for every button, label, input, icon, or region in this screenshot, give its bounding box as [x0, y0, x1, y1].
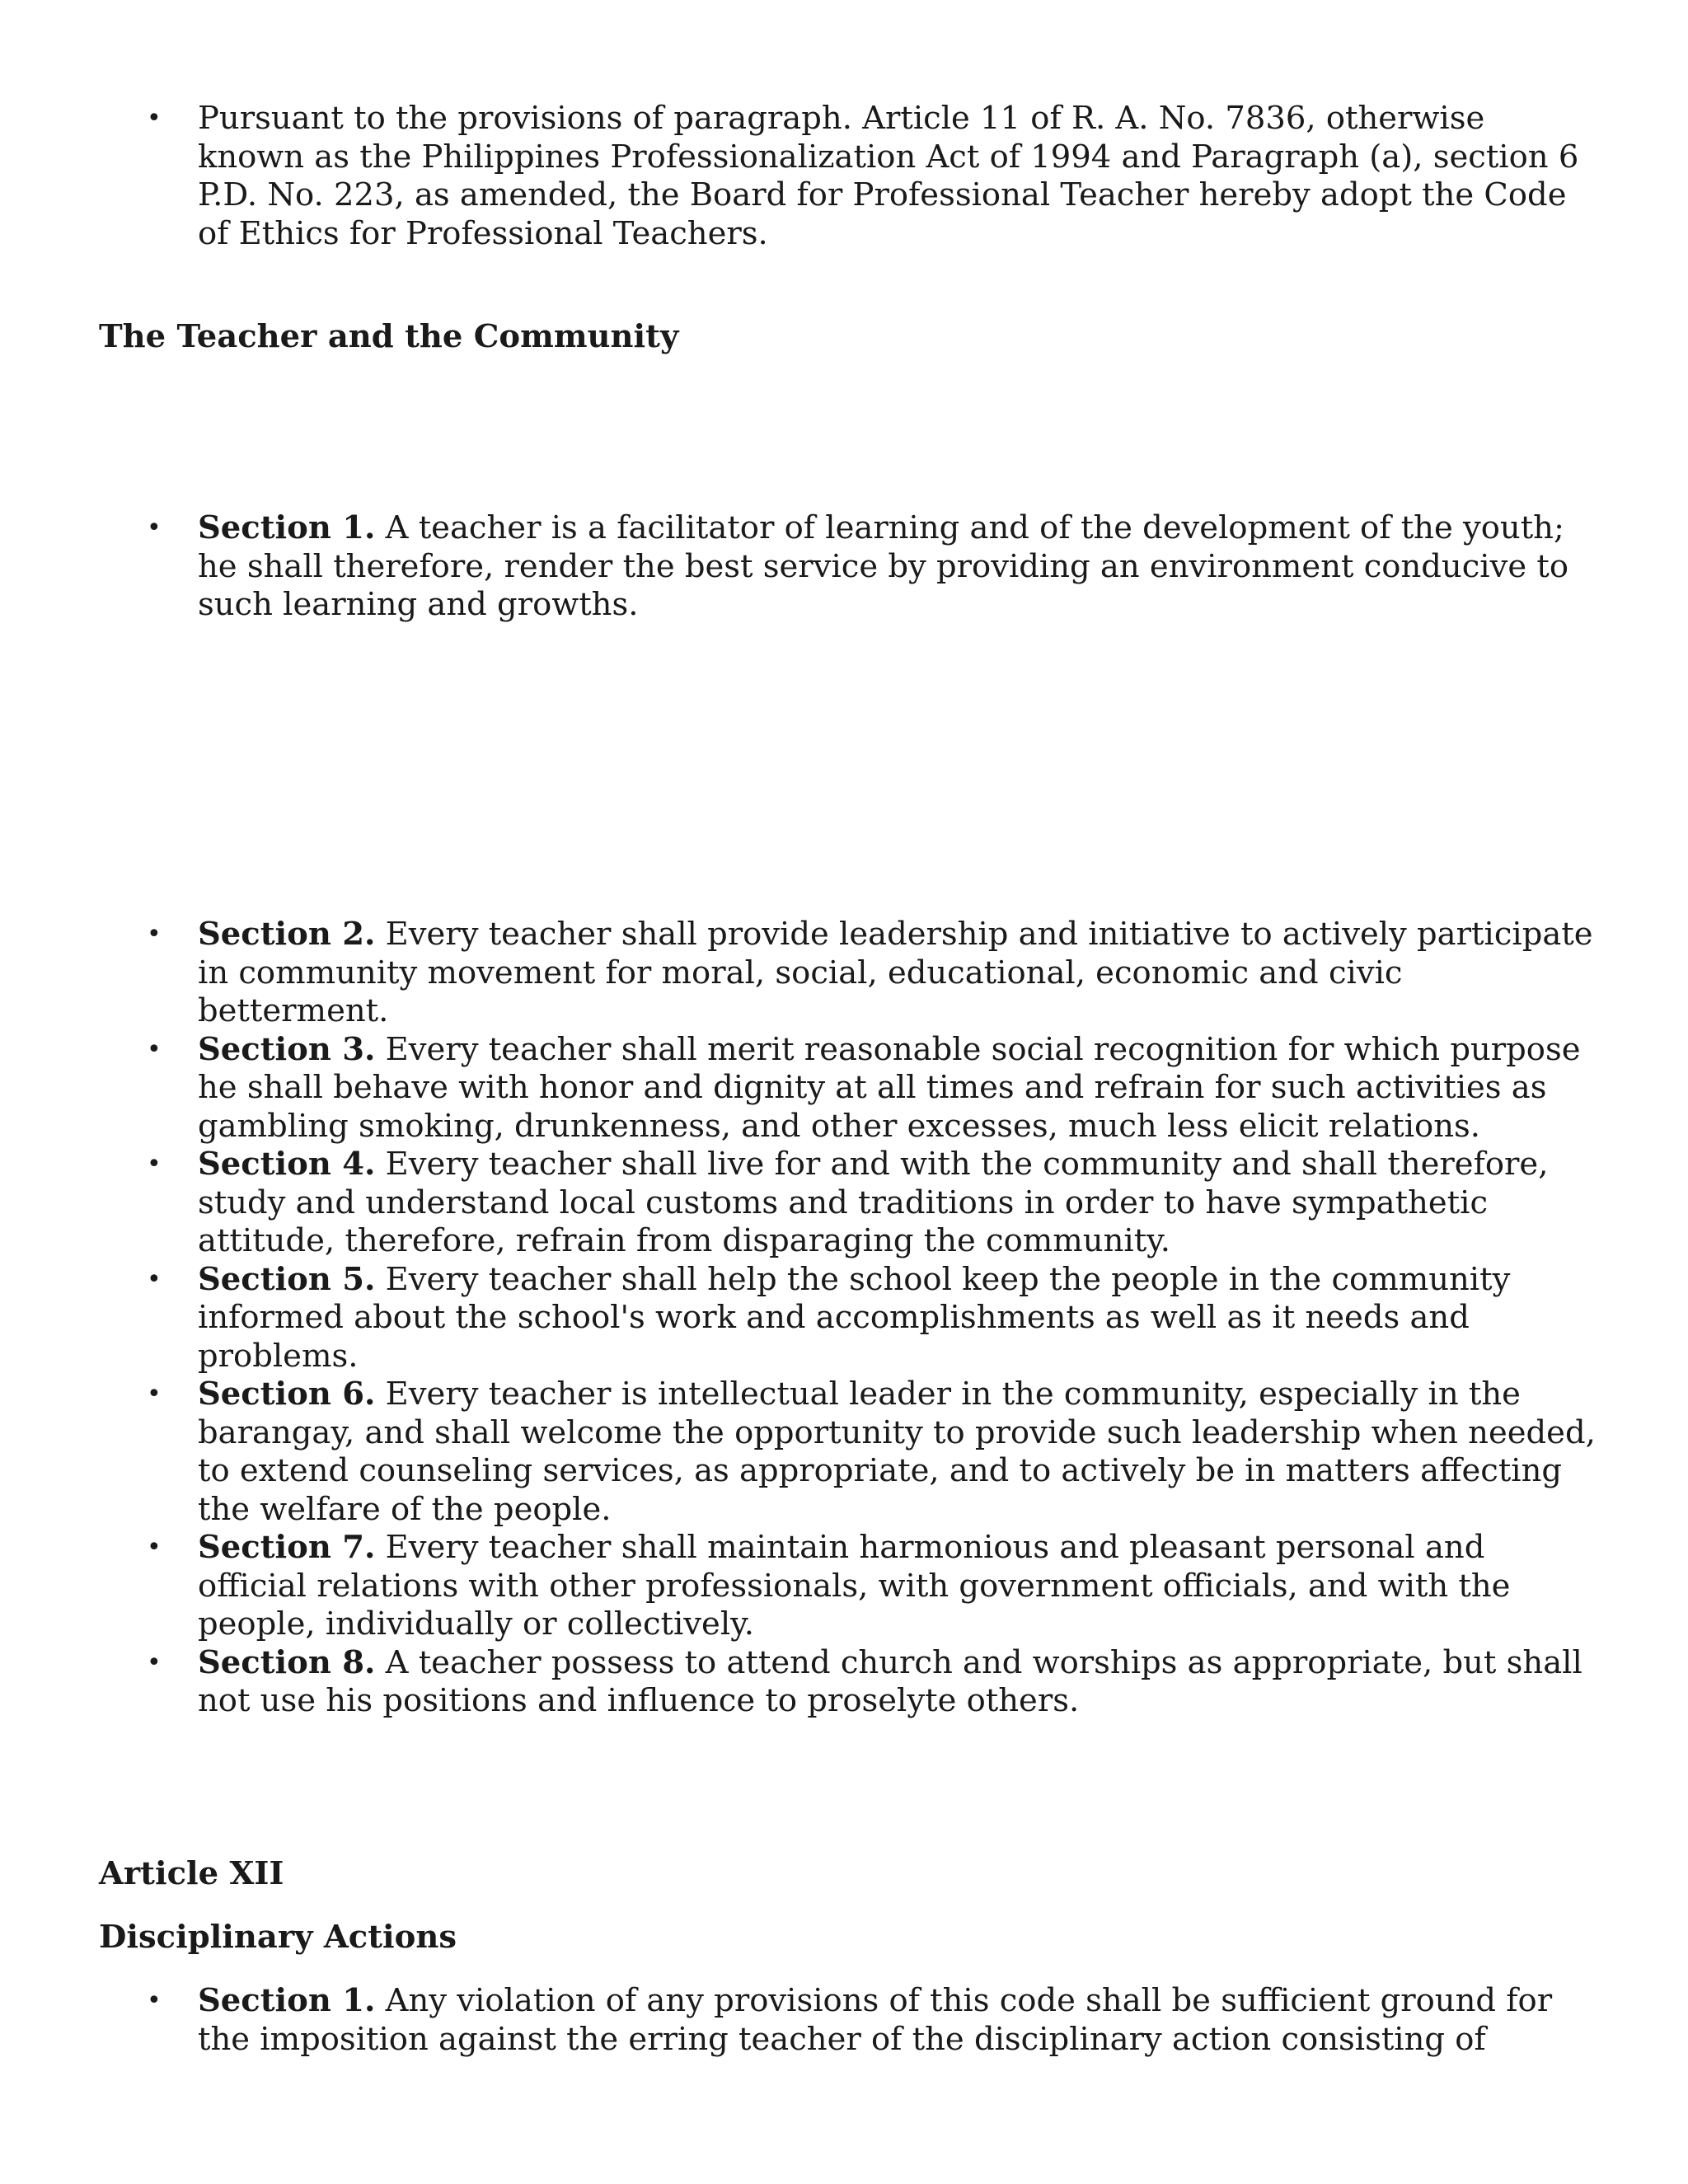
- section-text: Every teacher shall merit reasonable social recognition for which purpose he shall behave with honor and dignity at all times and refrain for such activities as gambling smoking, drunkenness, and other excesses, much less elicit relations.: [198, 1030, 1581, 1145]
- bullet-icon: •: [147, 104, 162, 133]
- bullet-icon: •: [147, 1533, 162, 1562]
- list-item: [147, 1031, 1597, 1146]
- section-1-list: [147, 509, 1597, 625]
- list-item: [147, 100, 1597, 253]
- bullet-icon: •: [147, 1647, 162, 1677]
- section-label: Section 4.: [198, 1146, 376, 1183]
- section-text: Any violation of any provisions of this code shall be sufficient ground for the imposition against the erring teacher of the disciplinary action consisting of: [198, 1982, 1553, 2058]
- list-item: [147, 1146, 1597, 1261]
- list-item: [147, 1644, 1597, 1721]
- bullet-icon: •: [147, 1380, 162, 1408]
- section-text: Every teacher shall help the school keep the people in the community informed about the school's work and accomplishments as well as it needs and problems.: [198, 1260, 1511, 1375]
- section-label: Section 7.: [198, 1529, 376, 1566]
- sections-list: [147, 916, 1597, 1721]
- list-item: [147, 916, 1597, 1031]
- disciplinary-heading: Disciplinary Actions: [99, 1919, 457, 1956]
- intro-text: Pursuant to the provisions of paragraph. Article 11 of R. A. No. 7836, otherwise known as the Philippines Professionalization Act of 1994 and Paragraph (a), section 6 P.D. No. 223, as amended, the Board for Professional Teacher hereby adopt the Code of Ethics for Professional Teachers.: [198, 100, 1579, 252]
- section-label: Section 5.: [198, 1260, 376, 1298]
- list-item: [147, 1982, 1597, 2059]
- section-label: Section 2.: [198, 916, 376, 953]
- section-label: Section 1.: [198, 509, 376, 546]
- disciplinary-list: [147, 1982, 1597, 2059]
- list-item: [147, 509, 1597, 625]
- bullet-icon: •: [147, 513, 162, 542]
- section-text: Every teacher shall live for and with the community and shall therefore, study and understand local customs and traditions in order to have sympathetic attitude, therefore, refrain from disparaging the community.: [198, 1146, 1549, 1259]
- section-text: Every teacher shall maintain harmonious and pleasant personal and official relations with other professionals, with government officials, and with the people, individually or collectively.: [198, 1529, 1511, 1643]
- section-text: A teacher possess to attend church and worships as appropriate, but shall not use his positions and influence to proselyte others.: [198, 1643, 1582, 1719]
- section-label: Section 6.: [198, 1376, 376, 1413]
- article-heading: Article XII: [99, 1855, 284, 1892]
- section-text: Every teacher shall provide leadership and initiative to actively participate in community movement for moral, social, educational, economic and civic betterment.: [198, 916, 1593, 1029]
- section-heading-community: The Teacher and the Community: [99, 318, 679, 355]
- section-label: Section 3.: [198, 1030, 376, 1068]
- bullet-icon: •: [147, 920, 162, 949]
- section-label: Section 1.: [198, 1982, 376, 2019]
- section-label: Section 8.: [198, 1643, 376, 1681]
- list-item: [147, 1261, 1597, 1376]
- section-text: A teacher is a facilitator of learning and of the development of the youth; he shall therefore, render the best service by providing an environment conducive to such learning and growths.: [198, 509, 1569, 623]
- bullet-icon: •: [147, 1986, 162, 2015]
- section-text: Every teacher is intellectual leader in the community, especially in the barangay, and shall welcome the opportunity to provide such leadership when needed, to extend counseling services, as appropriate, and to actively be in matters affecting the welfare of the people.: [198, 1376, 1596, 1528]
- list-item: [147, 1529, 1597, 1644]
- list-item: [147, 1376, 1597, 1529]
- bullet-icon: •: [147, 1150, 162, 1179]
- bullet-icon: •: [147, 1034, 162, 1064]
- bullet-icon: •: [147, 1264, 162, 1294]
- intro-list: [147, 100, 1597, 253]
